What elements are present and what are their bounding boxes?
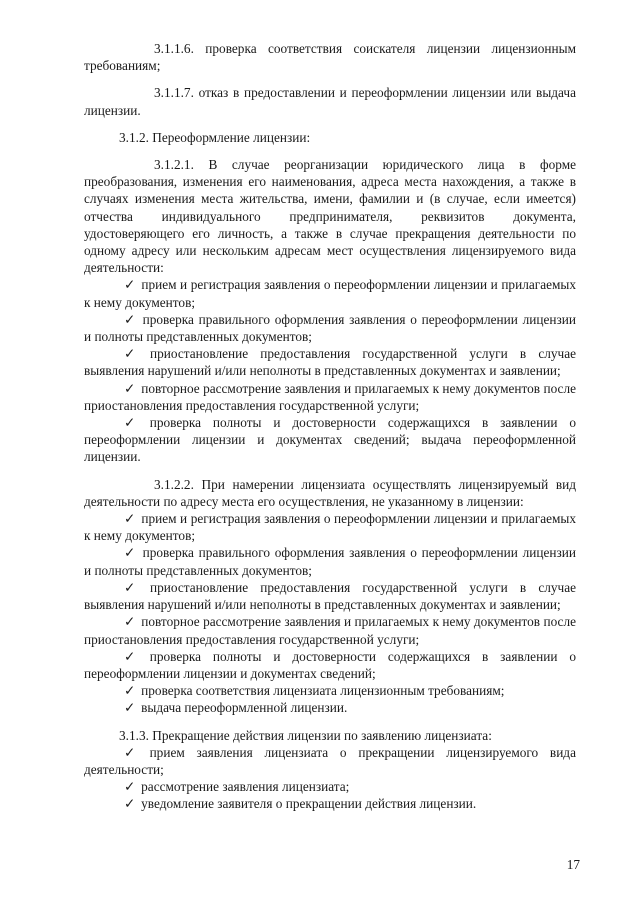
clause-number: 3.1.1.6. (154, 41, 194, 56)
checkmark-icon: ✓ (124, 579, 144, 595)
checkmark-icon: ✓ (124, 415, 144, 431)
paragraph-text: Переоформление лицензии: (152, 129, 311, 145)
checklist-item-text: выдача переоформленной лицензии. (141, 700, 348, 716)
clause-number: 3.1.2.2. (154, 476, 194, 492)
checklist-item (84, 345, 576, 379)
paragraph-3-1-2-1 (84, 156, 576, 276)
page-number: 17 (566, 857, 580, 872)
checklist-item-text: прием и регистрация заявления о переоформлении лицензии и прилагаемых к нему документов; (84, 277, 576, 310)
paragraph-3-1-2 (84, 129, 576, 146)
checklist-item (84, 414, 576, 466)
checklist-item-text: уведомление заявителя о прекращении действия лицензии. (141, 796, 477, 812)
checkmark-icon: ✓ (124, 311, 137, 327)
checklist-item-text: проверка правильного оформления заявления о переоформлении лицензии и полноты представленных документов; (84, 545, 576, 578)
clause-number: 3.1.1.7. (154, 85, 194, 101)
checklist-item-text: повторное рассмотрение заявления и прилагаемых к нему документов после приостановления предоставления государственной услуги; (84, 380, 576, 413)
checkmark-icon: ✓ (124, 545, 137, 561)
checkmark-icon: ✓ (124, 511, 136, 527)
paragraph-text: Прекращение действия лицензии по заявлению лицензиата: (152, 727, 492, 743)
checklist-item (84, 510, 576, 544)
checkmark-icon: ✓ (124, 648, 144, 664)
checklist-item-text: проверка полноты и достоверности содержащихся в заявлении о переоформлении лицензии и документах сведений; (84, 648, 576, 681)
checkmark-icon: ✓ (124, 380, 136, 396)
checklist-item-text: повторное рассмотрение заявления и прилагаемых к нему документов после приостановления предоставления государственной услуги; (84, 614, 576, 647)
paragraph-text: При намерении лицензиата осуществлять лицензируемый вид деятельности по адресу места его осуществления, не указанному в лицензии: (84, 476, 576, 509)
checklist-item-text: рассмотрение заявления лицензиата; (141, 779, 350, 795)
checklist-item-text: прием и регистрация заявления о переоформлении лицензии и прилагаемых к нему документов; (84, 511, 576, 544)
checklist-item (84, 744, 576, 778)
checklist-item-text: проверка соответствия лицензиата лицензионным требованиям; (141, 683, 505, 699)
checkmark-icon: ✓ (124, 700, 136, 716)
paragraph-text: отказ в предоставлении и переоформлении лицензии или выдача лицензии. (84, 85, 576, 118)
clause-number: 3.1.3. (119, 727, 149, 743)
checklist-item-text: проверка полноты и достоверности содержащихся в заявлении о переоформлении лицензии и документах сведений; выдача переоформленной лицензии. (84, 415, 576, 465)
checklist-item-text: приостановление предоставления государственной услуги в случае выявления нарушений и/или неполноты в представленных документах и заявлении; (84, 579, 576, 613)
paragraph-3-1-2-2 (84, 476, 576, 510)
checklist-item-text: приостановление предоставления государственной услуги в случае выявления нарушений и/или неполноты в представленных документах и заявлении; (84, 346, 576, 379)
checklist-item (84, 380, 576, 414)
paragraph-3-1-1-6 (84, 40, 576, 74)
checklist-item (84, 682, 576, 699)
checkmark-icon: ✓ (124, 796, 136, 812)
checkmark-icon: ✓ (124, 277, 136, 293)
paragraph-3-1-3 (84, 727, 576, 744)
checkmark-icon: ✓ (124, 614, 136, 630)
checklist-item (84, 613, 576, 647)
paragraph-text: В случае реорганизации юридического лица в форме преобразования, изменения его наименования, адреса места нахождения, а также в случаях изменения места жительства, имени, фамилии и (в случае, если имеется) отчества индивидуального предпринимателя, реквизитов документа, удостоверяющего его личность, а также в случае прекращения деятельности по одному адресу или нескольким адресам мест осуществления лицензируемого вида деятельности: (84, 157, 577, 276)
clause-number: 3.1.2. (119, 129, 149, 145)
checkmark-icon: ✓ (124, 346, 144, 362)
checklist-item (84, 544, 576, 578)
paragraph-text: проверка соответствия соискателя лицензии лицензионным требованиям; (84, 41, 576, 74)
checklist-item (84, 276, 576, 310)
checklist-item (84, 795, 576, 812)
document-body (84, 40, 576, 813)
clause-number: 3.1.2.1. (154, 157, 194, 173)
checkmark-icon: ✓ (124, 779, 136, 795)
checkmark-icon: ✓ (124, 683, 136, 699)
checklist-item (84, 579, 576, 613)
checkmark-icon: ✓ (124, 744, 144, 760)
checklist-item (84, 311, 576, 345)
checklist-item (84, 648, 576, 682)
checklist-item-text: проверка правильного оформления заявления о переоформлении лицензии и полноты представленных документов; (84, 311, 576, 345)
checklist-item-text: прием заявления лицензиата о прекращении лицензируемого вида деятельности; (84, 744, 576, 777)
checklist-item (84, 699, 576, 716)
checklist-item (84, 778, 576, 795)
paragraph-3-1-1-7 (84, 84, 576, 118)
